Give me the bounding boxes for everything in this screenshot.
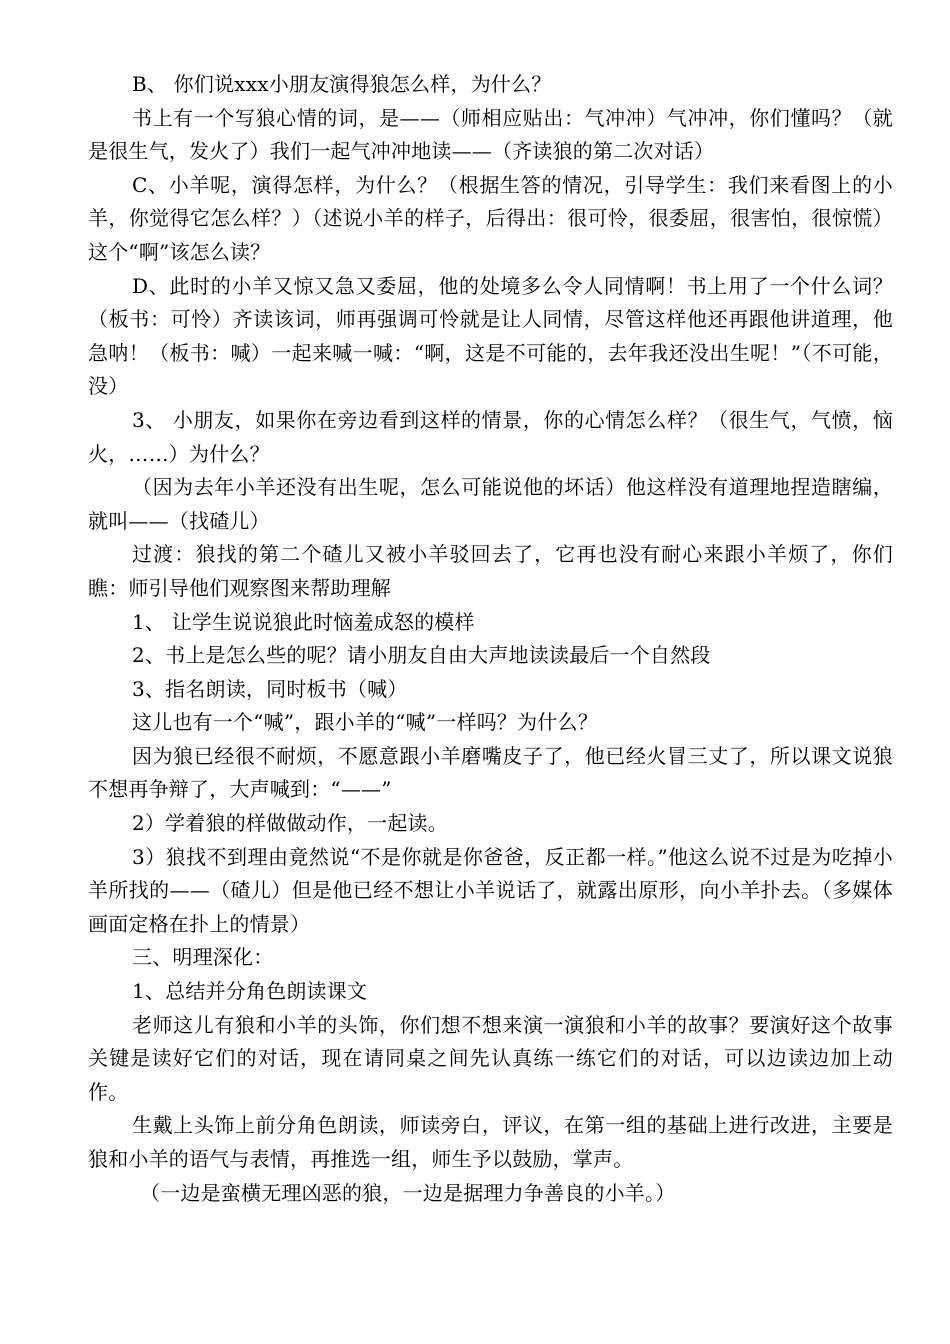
- paragraph-summary-role-read: 1、总结并分角色朗读课文: [132, 979, 368, 1004]
- paragraph-b-question: B、 你们说xxx小朋友演得狼怎么样，为什么？: [132, 72, 552, 96]
- paragraph-3-feeling: 3、 小朋友，如果你在旁边看到这样的情景，你的心情怎么样？（很生气，气愤，恼火，……）为什么？: [88, 407, 893, 466]
- paragraph-role-play: 生戴上头饰上前分角色朗读，师读旁白，评议，在第一组的基础上进行改进，主要是狼和小羊的语气与表情，再推选一组，师生予以鼓励，掌声。: [88, 1113, 893, 1171]
- paragraph-wolf-pounce: 3）狼找不到理由竟然说“不是你就是你爸爸，反正都一样。”他这么说不过是为吃掉小羊所找的——（碴儿）但是他已经不想让小羊说话了，就露出原形，向小羊扑去。（多媒体画面定格在扑上的情景）: [88, 844, 893, 936]
- paragraph-headwear: 老师这儿有狼和小羊的头饰，你们想不想来演一演狼和小羊的故事？要演好这个故事关键是读好它们的对话，现在请同桌之间先认真练一练它们的对话，可以边读边加上动作。: [88, 1012, 893, 1104]
- paragraph-find-fault: （因为去年小羊还没有出生呢，怎么可能说他的坏话）他这样没有道理地捏造瞎编，就叫——（找碴儿）: [88, 475, 893, 533]
- paragraph-angry-word: 书上有一个写狼心情的词，是——（师相应贴出：气冲冲）气冲冲，你们懂吗？（就是很生气，发火了）我们一起气冲冲地读——（齐读狼的第二次对话）: [88, 105, 893, 164]
- paragraph-transition: 过渡：狼找的第二个碴儿又被小羊驳回去了，它再也没有耐心来跟小羊烦了，你们瞧：师引导他们观察图来帮助理解: [88, 542, 893, 600]
- paragraph-step-3: 3、指名朗读，同时板书（喊）: [132, 676, 408, 701]
- document-page: [88, 68, 893, 1210]
- paragraph-step-1: 1、 让学生说说狼此时恼羞成怒的模样: [132, 609, 475, 634]
- paragraph-d-pitiful: D、此时的小羊又惊又急又委屈，他的处境多么令人同情啊！书上用了一个什么词？（板书：可怜）齐读该词，师再强调可怜就是让人同情，尽管这样他还再跟他讲道理，他急呐！（板书：喊）一起来喊一喊：“啊，这是不可能的，去年我还没出生呢！”（不可能，没）: [88, 273, 893, 399]
- paragraph-shout-compare: 这儿也有一个“喊”，跟小羊的“喊”一样吗？为什么？: [132, 710, 598, 735]
- paragraph-conclusion: （一边是蛮横无理凶恶的狼，一边是据理力争善良的小羊。）: [140, 1180, 676, 1205]
- paragraph-act-out: 2）学着狼的样做做动作，一起读。: [132, 811, 448, 836]
- paragraph-c-lamb: C、小羊呢，演得怎样，为什么？（根据生答的情况，引导学生：我们来看图上的小羊，你觉得它怎么样？）（述说小羊的样子，后得出：很可怜，很委屈，很害怕，很惊慌）这个“啊”该怎么读？: [88, 172, 893, 264]
- section-heading-deepen: 三、明理深化：: [132, 945, 274, 970]
- paragraph-step-2: 2、书上是怎么些的呢？请小朋友自由大声地读读最后一个自然段: [132, 643, 711, 668]
- paragraph-wolf-impatient: 因为狼已经很不耐烦，不愿意跟小羊磨嘴皮子了，他已经火冒三丈了，所以课文说狼不想再争辩了，大声喊到：“——”: [88, 743, 893, 802]
